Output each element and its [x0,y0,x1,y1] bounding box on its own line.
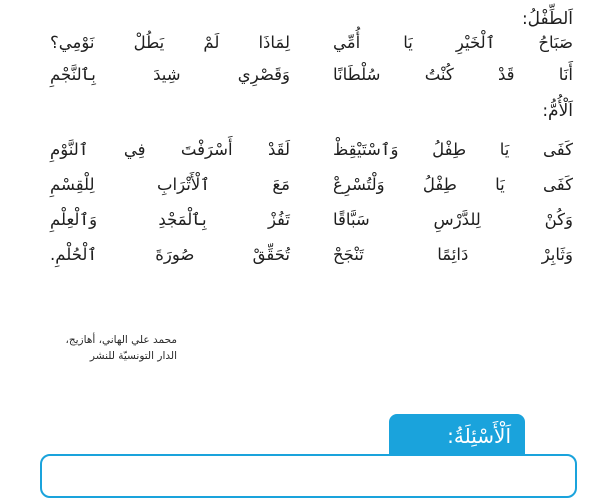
mother-verse-3-left: تَفُزْ بِٱلْمَجْدِ وَٱلْعِلْمِ [50,210,290,229]
child-verse-1-right: صَبَاحُ ٱلْخَيْرِ يَا أُمِّي [333,33,573,52]
mother-verse-1-left: لَقَدْ أَسْرَفْتَ فِي ٱلنَّوْمِ [50,140,290,159]
mother-verse-4-left: تُحَقِّقْ صُورَةَ ٱلْحُلْمِ. [50,245,290,264]
speaker-child-label: اَلطِّفْلُ: [521,9,573,29]
source-line-1: محمد علي الهاني، أهازيج، [65,334,177,346]
questions-box [40,454,577,498]
child-verse-2-right: أَنَا قَدْ كُنْتُ سُلْطَانًا [333,65,573,84]
questions-label: اَلْأَسْئِلَةُ: [447,424,511,448]
child-verse-1-left: لِمَاذَا لَمْ يَطُلْ نَوْمِي؟ [50,33,290,52]
mother-verse-2-left: مَعَ ٱلْأَتْرَابِ لِلْقِسْمِ [50,175,290,194]
speaker-mother-label: اَلْأُمُّ: [542,101,573,121]
mother-verse-1-right: كَفَى يَا طِفْلُ وَٱسْتَيْقِظْ [333,140,573,159]
questions-tab [389,414,525,458]
mother-verse-4-right: وَثَابِرْ دَائِمًا تَنْجَحْ [333,245,573,264]
child-verse-2-left: وَقَصْرِي شِيدَ بِٱلنَّجْمِ [50,65,290,84]
mother-verse-2-right: كَفَى يَا طِفْلُ وَلْتُسْرِعْ [333,175,573,194]
mother-verse-3-right: وَكُنْ لِلدَّرْسِ سَبَّاقًا [333,210,573,229]
source-line-2: الدار التونسيّة للنشر [89,350,177,362]
